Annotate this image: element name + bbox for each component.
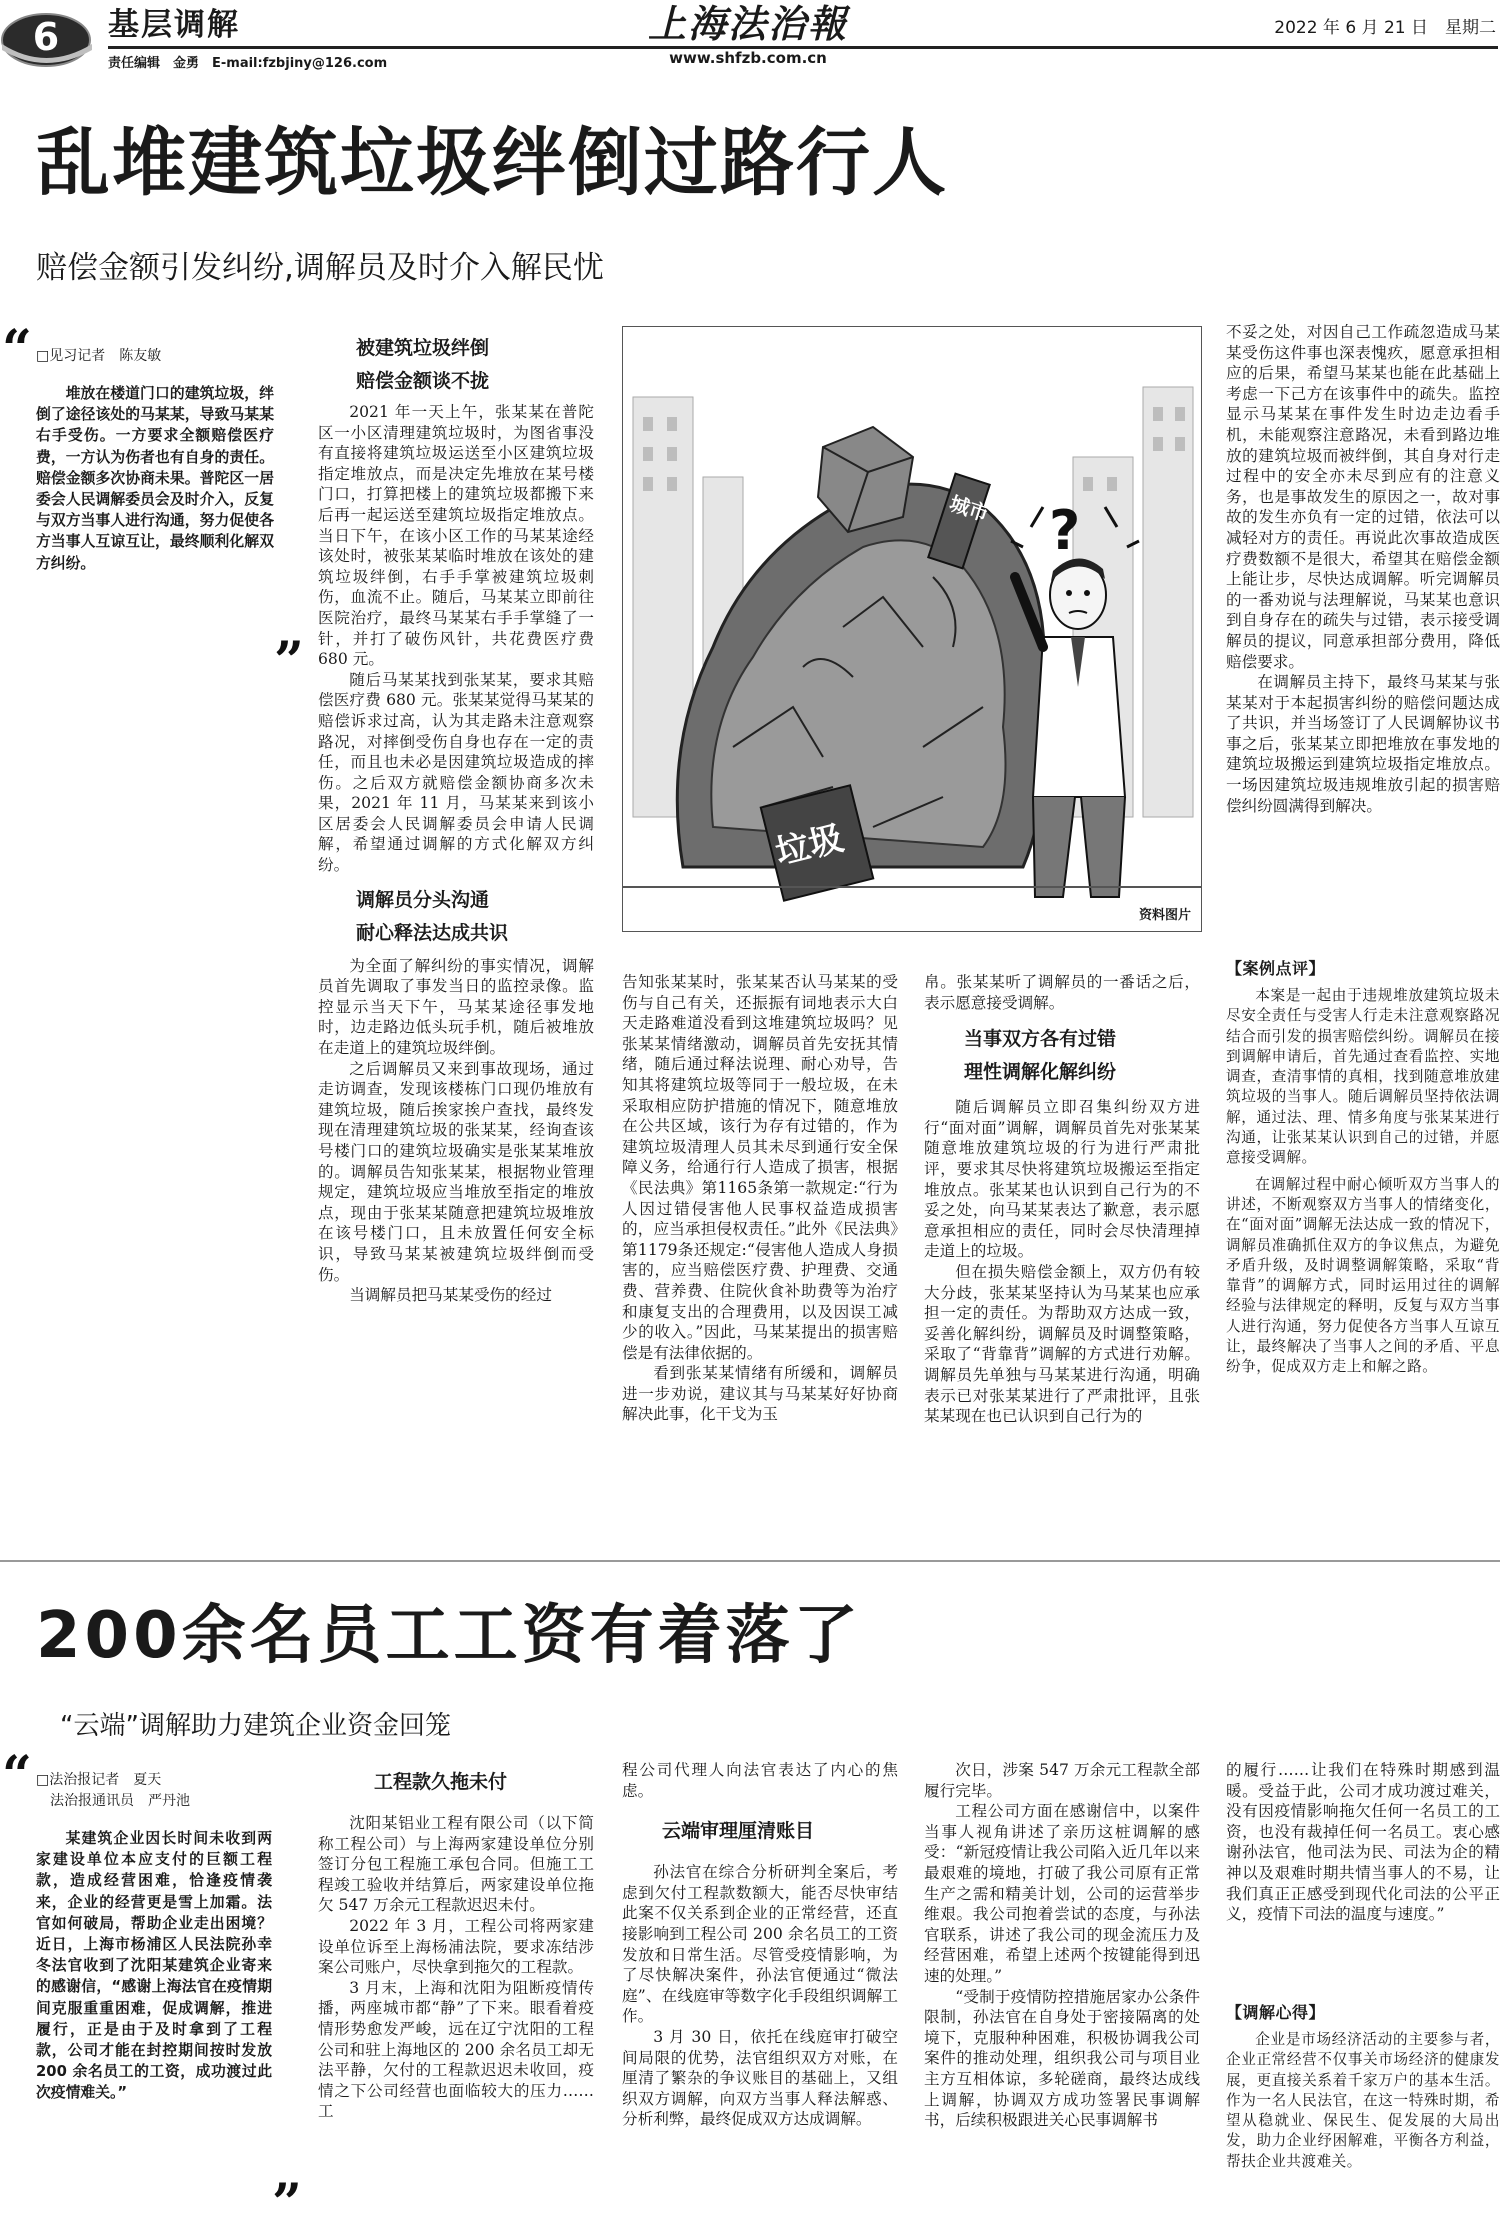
article2-byline: 法治报通讯员 严丹池 (50, 1793, 190, 1809)
article1-byline: □见习记者 陈友敏 (36, 348, 162, 364)
paragraph: 不妥之处，对因自己工作疏忽造成马某某受伤这件事也深表愧疚，愿意承担相应的后果，希望马某某也能在此基础上考虑一下己方在该事件中的疏失。监控显示马某某在事件发生时边走边看手机，未能观察注意路况，未看到路边堆放的建筑垃圾而被绊倒，其自身对行走过程中的安全亦未尽到应有的注意义务，也是事故发生的原因之一，故对事故的发生亦负有一定的过错，依法可以减轻对方的责任。再说此次事故造成医疗费数额不是很大，希望其在赔偿金额上能让步，尽快达成调解。听完调解员的一番劝说与法理解说，马某某也意识到自身存在的疏失与过错，表示接受调解员的提议，同意承担部分费用，降低赔偿要求。 (1226, 323, 1500, 671)
paragraph: 的履行……让我们在特殊时期感到温暖。受益于此，公司才成功渡过难关，没有因疫情影响拖欠任何一名员工的工资，也没有裁掉任何一名员工。衷心感谢孙法官，他司法为民、司法为企的精神以及艰难时期共情当事人的不易，让我们真正正感受到现代化司法的公平正义，疫情下司法的温度与速度。” (1226, 1761, 1500, 1924)
article2-column-3 (622, 1760, 898, 2226)
article1-column-2 (318, 332, 594, 1542)
paragraph: 在调解过程中耐心倾听双方当事人的讲述，不断观察双方当事人的情绪变化，在“面对面”调解无法达成一致的情况下，调解员准确抓住双方的争议焦点，为避免矛盾升级，及时调整调解策略，采取“背靠背”的调解方式，同时运用过往的调解经验与法律规定的释明，反复与双方当事人进行沟通，努力促使各方当事人互谅互让，最终解决了当事人之间的矛盾、平息纷争，促成双方走上和解之路。 (1226, 1175, 1500, 1376)
masthead-logo: 上海法治報 (647, 1, 848, 46)
paragraph: 本案是一起由于违规堆放建筑垃圾未尽安全责任与受害人行走未注意观察路况结合而引发的损害赔偿纠纷。调解员在接到调解申请后，首先通过查看监控、实地调查，查清事情的真相，找到随意堆放建筑垃圾的当事人。随后调解员坚持依法调解，通过法、理、情多角度与张某某进行沟通，让张某某认识到自己的过错，并愿意接受调解。 (1226, 987, 1500, 1167)
case-comment-label: 【案例点评】 (1226, 959, 1326, 978)
paragraph: 3 月 30 日，依托在线庭审打破空间局限的优势，法官组织双方对账，在厘清了繁杂的争议账目的基础上，又组织双方调解，向双方当事人释法解惑、分析利弊，最终促成双方达成调解。 (622, 2027, 898, 2129)
paragraph: “受制于疫情防控措施居家办公条件限制，孙法官在自身处于密接隔离的处境下，克服种种困难，积极协调我公司案件的推动处理，组织我公司与项目业主方互相体谅，多轮磋商，最终达成线上调解，协调双方成功签署民事调解书，后续积极跟进关心民事调解书 (924, 1987, 1200, 2130)
paragraph: 在调解员主持下，最终马某某与张某某对于本起损害纠纷的赔偿问题达成了共识，并当场签订了人民调解协议书事之后，张某某立即把堆放在事发地的建筑垃圾搬运到建筑垃圾指定堆放点。一场因建筑垃圾违规堆放引起的损害赔偿纠纷圆满得到解决。 (1226, 673, 1500, 815)
article2-column-4 (924, 1760, 1200, 2226)
article2-section1-title: 工程款久拖未付 (374, 1771, 508, 1793)
article1-section2-title: 调解员分头沟通 耐心释法达成共识 (356, 888, 509, 944)
article1-column-4 (924, 972, 1200, 1542)
garbage-pile-illustration (623, 327, 1201, 931)
page-header (0, 0, 1500, 80)
article1-lead-text: 堆放在楼道门口的建筑垃圾，绊倒了途径该处的马某某，导致马某某右手受伤。一方要求全额赔偿医疗费，一方认为伤者也有自身的责任。赔偿金额多次协商未果。普陀区一居委会人民调解委员会及时介入，反复与双方当事人进行沟通，努力促使各方当事人互谅互让，最终顺利化解双方纠纷。 (36, 385, 274, 572)
section-name: 基层调解 (108, 7, 240, 43)
open-quote-mark: “ (2, 319, 32, 380)
close-quote-mark: ” (272, 2173, 302, 2234)
article2-subheadline: “云端”调解助力建筑企业资金回笼 (60, 1711, 451, 1741)
question-mark-icon: ? (1049, 499, 1081, 562)
article2-byline: □法治报记者 夏天 (36, 1772, 162, 1788)
paragraph: 为全面了解纠纷的事实情况，调解员首先调取了事发当日的监控录像。监控显示当天下午，马某某途径事发地时，边走路边低头玩手机，随后被堆放在走道上的建筑垃圾绊倒。 (318, 956, 594, 1058)
article1-subheadline: 赔偿金额引发纠纷,调解员及时介入解民忧 (36, 250, 604, 286)
article1-illustration (622, 326, 1202, 932)
paragraph: 2021 年一天上午，张某某在普陀区一小区清理建筑垃圾时，为图省事没有直接将建筑垃圾运送至小区建筑垃圾指定堆放点，而是决定先堆放在某号楼门口，打算把楼上的建筑垃圾都搬下来后再一起运送至建筑垃圾指定堆放点。当日下午，在该小区工作的马某某途经该处时，被张某某临时堆放在该处的建筑垃圾绊倒，右手手掌被建筑垃圾刺伤，血流不止。随后，马某某立即前往医院治疗，最终马某某右手手掌缝了一针，并打了破伤风针，共花费医疗费 680 元。 (318, 403, 594, 669)
paragraph: 2022 年 3 月，工程公司将两家建设单位诉至上海杨浦法院，要求冻结涉案公司账户，尽快拿到拖欠的工程款。 (318, 1916, 594, 1977)
article-divider (0, 1560, 1500, 1562)
mediation-insight-label: 【调解心得】 (1226, 2003, 1326, 2022)
paragraph: 沈阳某铝业工程有限公司（以下简称工程公司）与上海两家建设单位分别签订分包工程施工承包合同。但施工工程竣工验收并结算后，两家建设单位拖欠 547 万余元工程款迟迟未付。 (318, 1814, 594, 1915)
paragraph: 工程公司方面在感谢信中，以案件当事人视角讲述了亲历这桩调解的感受：“新冠疫情让我公司陷入近几年以来最艰难的境地，打破了我公司原有正常生产之需和精美计划，公司的运营举步维艰。我公司抱着尝试的态度，与孙法官联系，讲述了我公司的现金流压力及经营困难，希望上述两个按键能得到迅速的处理。” (924, 1802, 1200, 1985)
article2-headline: 200余名员工工资有着落了 (36, 1599, 862, 1673)
paragraph: 当调解员把马某某受伤的经过 (349, 1286, 552, 1305)
paragraph: 随后马某某找到张某某，要求其赔偿医疗费 680 元。张某某觉得马某某的赔偿诉求过高，认为其走路未注意观察路况，对摔倒受伤自身也存在一定的责任，而且也未必是因建筑垃圾造成的摔伤。之后双方就赔偿金额协商多次未果，2021 年 11 月，马某某来到该小区居委会人民调解委员会申请人民调解，希望通过调解的方式化解双方纠纷。 (318, 670, 594, 875)
garbage-sign-text: 垃圾 (771, 818, 848, 874)
paragraph: 但在损失赔偿金额上，双方仍有较大分歧，张某某坚持认为马某某也应承担一定的责任。为帮助双方达成一致，妥善化解纠纷，调解员及时调整策略，采取了“背靠背”调解的方式进行劝解。调解员先单独与马某某进行沟通，明确表示已对张某某进行了严肃批评，且张某某现在也已认识到自己行为的 (924, 1262, 1200, 1426)
website: www.shfzb.com.cn (669, 49, 827, 67)
article1-headline: 乱堆建筑垃圾绊倒过路行人 (36, 120, 948, 206)
paragraph: 企业是市场经济活动的主要参与者，企业正常经营不仅事关市场经济的健康发展，更直接关系着千家万户的基本生活。作为一名人民法官，在这一特殊时期，希望从稳就业、保民生、促发展的大局出发，助力企业纾困解难，平衡各方利益，帮扶企业共渡难关。 (1226, 2031, 1500, 2170)
article1-column-5 (1226, 322, 1500, 952)
paragraph: 帛。张某某听了调解员的一番话之后，表示愿意接受调解。 (924, 973, 1200, 1012)
article2-lead-text: 某建筑企业因长时间未收到两家建设单位本应支付的巨额工程款，造成经营困难，恰逢疫情袭来，企业的经营更是雪上加霜。法官如何破局，帮助企业走出困境？近日，上海市杨浦区人民法院孙幸冬法官收到了沈阳某建筑企业寄来的感谢信，“感谢上海法官在疫情期间克服重重困难，促成调解，推进履行，正是由于及时拿到了工程款，公司才能在封控期间按时发放 200 余名员工的工资，成功渡过此次疫情难关。” (36, 1830, 272, 2102)
paragraph: 看到张某某情绪有所缓和，调解员进一步劝说，建议其与马某某好好协商解决此事，化干戈为玉 (622, 1364, 898, 1424)
article2-column-2 (318, 1760, 594, 2226)
city-sign-text: 城市 (946, 490, 993, 527)
paragraph: 之后调解员又来到事故现场，通过走访调查，发现该楼栋门口现仍堆放有建筑垃圾，随后挨家挨户查找，最终发现在清理建筑垃圾的张某某，经询查该号楼门口的建筑垃圾确实是张某某堆放的。调解员告知张某某，根据物业管理规定，建筑垃圾应当堆放至指定的堆放点，现由于张某某随意把建筑垃圾堆放在该号楼门口，且未放置任何安全标识，导致马某某被建筑垃圾绊倒而受伤。 (318, 1059, 594, 1284)
issue-date: 2022 年 6 月 21 日 星期二 (1274, 18, 1496, 38)
paragraph: 程公司代理人向法官表达了内心的焦虑。 (622, 1761, 898, 1800)
article1-section3-title: 当事双方各有过错 理性调解化解纠纷 (964, 1028, 1117, 1084)
paragraph: 随后调解员立即召集纠纷双方进行“面对面”调解，调解员首先对张某某随意堆放建筑垃圾的行为进行严肃批评，要求其尽快将建筑垃圾搬运至指定堆放点。张某某也认识到自己行为的不妥之处，向马某某表达了歉意，表示愿意承担相应的责任，同时会尽快清理掉走道上的垃圾。 (924, 1098, 1200, 1261)
article2-mediation-insight (1226, 2000, 1500, 2226)
article2-section2-title: 云端审理厘清账目 (662, 1820, 815, 1843)
article2-column-5 (1226, 1760, 1500, 2000)
open-quote-mark: “ (2, 1745, 32, 1806)
paragraph: 次日，涉案 547 万余元工程款全部履行完毕。 (924, 1761, 1200, 1800)
article2-lead (36, 1770, 272, 2220)
paragraph: 3 月末，上海和沈阳为阻断疫情传播，两座城市都“静”了下来。眼看着疫情形势愈发严峻，远在辽宁沈阳的工程公司和驻上海地区的 200 余名员工却无法平静，欠付的工程款迟迟未收回，疫情之下公司经营也面临较大的压力……工 (318, 1978, 594, 2121)
editor-info: 责任编辑 金勇 E-mail:fzbjiny@126.com (108, 56, 388, 71)
article1-section1-title: 被建筑垃圾绊倒 赔偿金额谈不拢 (356, 337, 490, 392)
close-quote-mark: ” (274, 631, 304, 692)
article1-column-3 (622, 972, 898, 1542)
page-number: 6 (32, 15, 60, 59)
paragraph: 孙法官在综合分析研判全案后，考虑到欠付工程款数额大，能否尽快审结此案不仅关系到企业的正常经营，还直接影响到工程公司 200 余名员工的工资发放和日常生活。尽管受疫情影响，为了尽快解决案件，孙法官便通过“微法庭”、在线庭审等数字化手段组织调解工作。 (622, 1863, 898, 2026)
article1-lead (36, 346, 274, 656)
image-caption: 资料图片 (1138, 908, 1191, 923)
page-number-badge (0, 10, 100, 70)
article1-case-comment (1226, 956, 1500, 1542)
paragraph: 告知张某某时，张某某否认马某某的受伤与自己有关，还振振有词地表示大白天走路难道没看到这堆建筑垃圾吗？见张某某情绪激动，调解员首先安抚其情绪，随后通过释法说理、耐心劝导，告知其将建筑垃圾等同于一般垃圾，在未采取相应防护措施的情况下，随意堆放在公共区域，该行为存有过错的，作为建筑垃圾清理人员其未尽到通行安全保障义务，给通行行人造成了损害，根据《民法典》第1165条第一款规定:“行为人因过错侵害他人民事权益造成损害的，应当承担侵权责任。”此外《民法典》第1179条还规定:“侵害他人造成人身损害的，应当赔偿医疗费、护理费、交通费、营养费、住院伙食补助费等为治疗和康复支出的合理费用，以及因误工减少的收入。”因此，马某某提出的损害赔偿是有法律依据的。 (622, 973, 898, 1362)
